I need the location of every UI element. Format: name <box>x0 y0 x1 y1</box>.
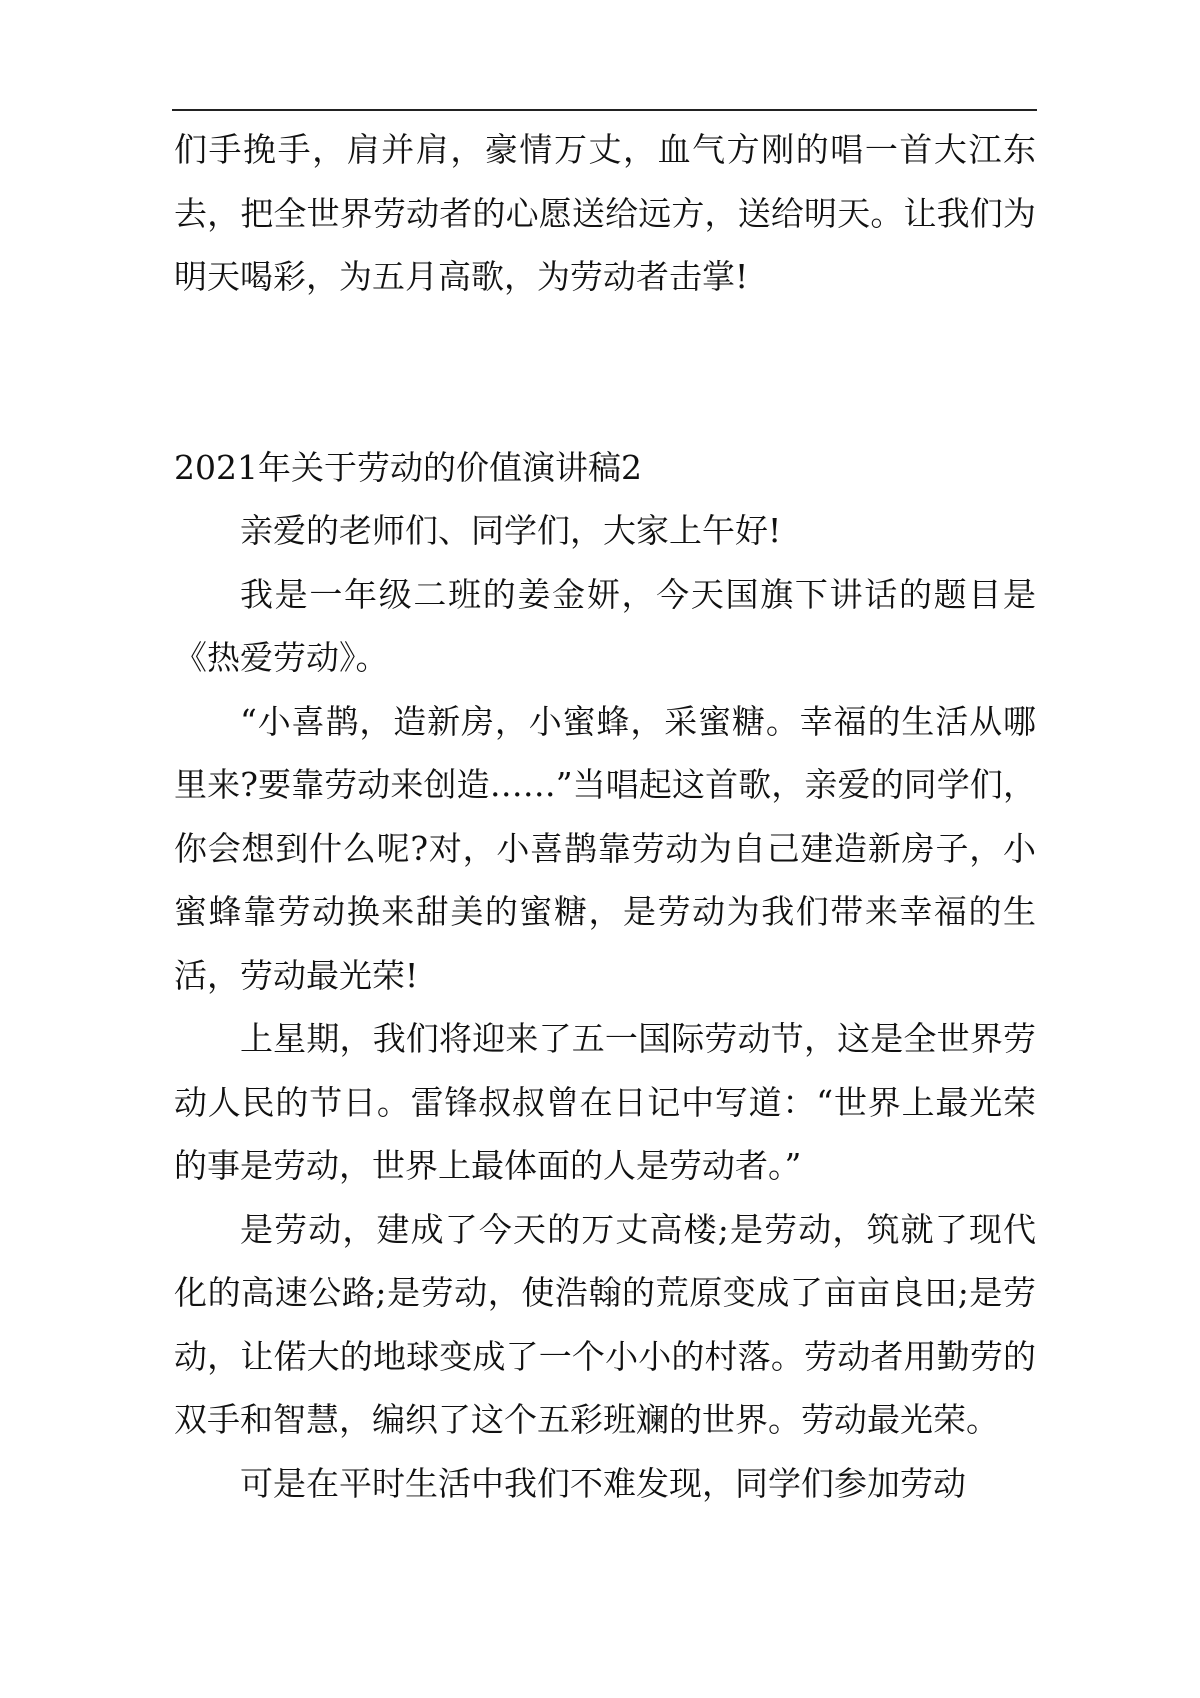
paragraph-spacer <box>174 309 1036 436</box>
section-title: 2021年关于劳动的价值演讲稿2 <box>174 447 642 487</box>
paragraph-greeting: 亲爱的老师们、同学们，大家上午好! <box>240 511 782 550</box>
paragraph-intro: 我是一年级二班的姜金妍，今天国旗下讲话的题目是《热爱劳动》。 <box>174 574 1036 677</box>
paragraph-labor-builds: 是劳动，建成了今天的万丈高楼;是劳动，筑就了现代化的高速公路;是劳动，使浩翰的荒原变成了亩亩良田;是劳动，让偌大的地球变成了一个小小的村落。劳动者用勤劳的双手和智慧，编织了这个五彩班斓的世界。劳动最光荣。 <box>174 1209 1036 1439</box>
paragraph-continuation: 们手挽手，肩并肩，豪情万丈，血气方刚的唱一首大江东去，把全世界劳动者的心愿送给远方，送给明天。让我们为明天喝彩，为五月高歌，为劳动者击掌! <box>174 130 1036 296</box>
document-body <box>174 118 1036 1515</box>
paragraph-observation: 可是在平时生活中我们不难发现，同学们参加劳动 <box>240 1463 966 1503</box>
paragraph-song: “小喜鹊，造新房，小蜜蜂，采蜜糖。幸福的生活从哪里来?要靠劳动来创造……”当唱起这首歌，亲爱的同学们，你会想到什么呢?对，小喜鹊靠劳动为自己建造新房子，小蜜蜂靠劳动换来甜美的蜜糖，是劳动为我们带来幸福的生活，劳动最光荣! <box>174 701 1036 995</box>
paragraph-labor-day: 上星期，我们将迎来了五一国际劳动节，这是全世界劳动人民的节日。雷锋叔叔曾在日记中写道：“世界上最光荣的事是劳动，世界上最体面的人是劳动者。” <box>174 1019 1036 1185</box>
header-rule <box>172 109 1037 111</box>
